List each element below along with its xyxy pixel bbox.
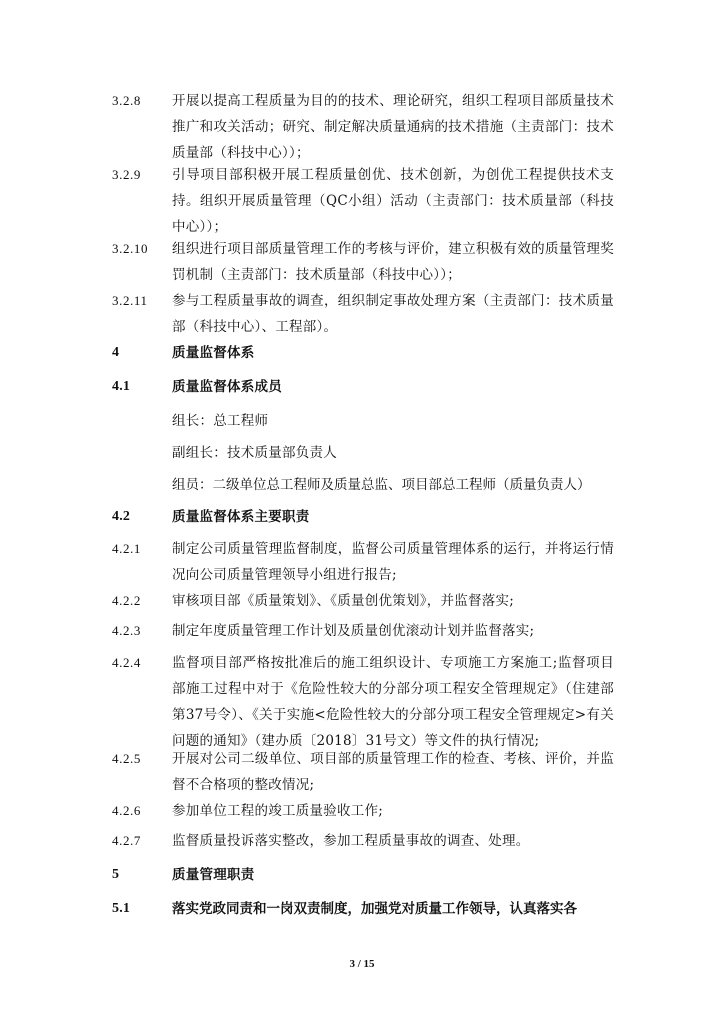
clause-number: 3.2.9	[112, 167, 141, 182]
section-number: 4	[112, 345, 120, 360]
section-title: 质量监督体系主要职责	[172, 509, 310, 525]
section-title: 质量管理职责	[172, 867, 255, 883]
clause-number: 4.2.6	[112, 803, 141, 818]
clause-number: 3.2.10	[112, 241, 149, 256]
section-title: 落实党政同责和一岗双责制度，加强党对质量工作领导，认真落实各	[172, 901, 577, 917]
section-number: 4.2	[112, 509, 131, 524]
clause-number: 3.2.11	[112, 293, 148, 308]
clause-text: 制定公司质量管理监督制度，监督公司质量管理体系的运行，并将运行情况向公司质量管理领导小组进行报告;	[172, 541, 614, 583]
clause-text: 制定年度质量管理工作计划及质量创优滚动计划并监督落实;	[172, 623, 535, 639]
clause-text: 组织进行项目部质量管理工作的考核与评价，建立积极有效的质量管理奖罚机制（主责部门：技术质量部（科技中心））；	[172, 241, 614, 283]
clause-text: 参与工程质量事故的调查，组织制定事故处理方案（主责部门：技术质量部（科技中心）、工程部）。	[172, 293, 614, 335]
section-number: 5.1	[112, 901, 131, 916]
clause-number: 4.2.3	[112, 623, 141, 638]
member-text: 组员：二级单位总工程师及质量总监、项目部总工程师（质量负责人）	[172, 477, 591, 493]
section-number: 5	[112, 867, 120, 882]
clause-text: 监督项目部严格按批准后的施工组织设计、专项施工方案施工;监督项目部施工过程中对于《危险性较大的分部分项工程安全管理规定》（住建部第37号令）、《关于实施<危险性较大的分部分项工程安全管理规定>有关问题的通知》（建办质〔2018〕31号文）等文件的执行情况;	[172, 655, 614, 749]
clause-text: 参加单位工程的竣工质量验收工作;	[172, 803, 384, 819]
clause-number: 3.2.8	[112, 93, 141, 108]
section-number: 4.1	[112, 379, 131, 394]
clause-number: 4.2.2	[112, 593, 141, 608]
clause-text: 引导项目部积极开展工程质量创优、技术创新，为创优工程提供技术支持。组织开展质量管理（QC小组）活动（主责部门：技术质量部（科技中心））；	[172, 167, 614, 235]
clause-text: 开展以提高工程质量为目的的技术、理论研究，组织工程项目部质量技术推广和攻关活动；研究、制定解决质量通病的技术措施（主责部门：技术质量部（科技中心））；	[172, 93, 614, 161]
clause-number: 4.2.1	[112, 541, 141, 556]
section-title: 质量监督体系	[172, 345, 255, 361]
clause-text: 开展对公司二级单位、项目部的质量管理工作的检查、考核、评价，并监督不合格项的整改情况;	[172, 751, 614, 793]
member-text: 组长：总工程师	[172, 413, 269, 429]
clause-number: 4.2.5	[112, 751, 141, 766]
section-title: 质量监督体系成员	[172, 379, 282, 395]
member-text: 副组长：技术质量部负责人	[172, 445, 337, 461]
clause-text: 监督质量投诉落实整改，参加工程质量事故的调查、处理。	[172, 833, 530, 849]
clause-number: 4.2.7	[112, 833, 141, 848]
clause-number: 4.2.4	[112, 655, 141, 670]
clause-text: 审核项目部《质量策划》、《质量创优策划》，并监督落实;	[172, 593, 515, 609]
page-number: 3 / 15	[349, 958, 375, 970]
